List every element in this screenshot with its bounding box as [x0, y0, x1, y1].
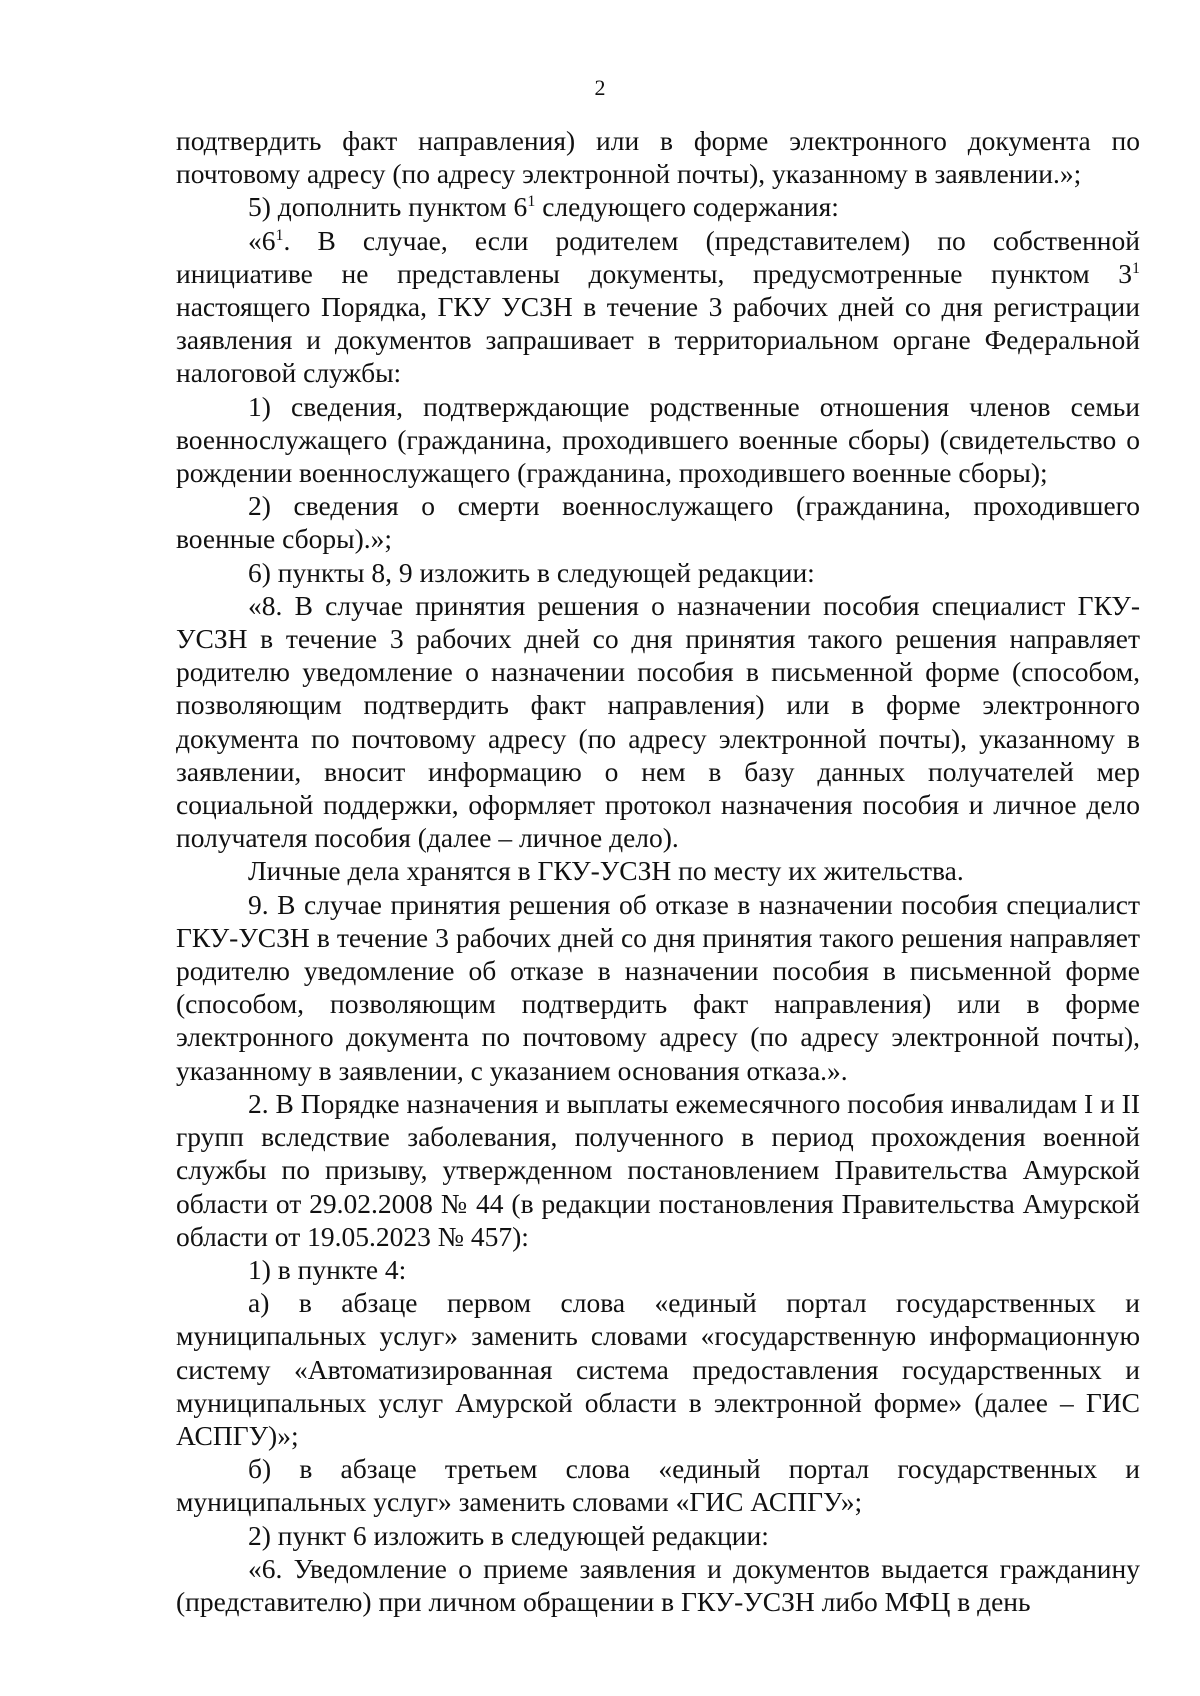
paragraph-text: 5) дополнить пунктом 6 [248, 191, 528, 223]
document-body [176, 124, 1140, 1618]
paragraph: 2. В Порядке назначения и выплаты ежемесячного пособия инвалидам I и II групп вследствие заболевания, полученного в период прохождения военной службы по призыву, утвержденном постановлением Правительства Амурской области от 29.02.2008 № 44 (в редакции постановления Правительства Амурской области от 19.05.2023 № 457): [176, 1087, 1140, 1252]
paragraph: 1) сведения, подтверждающие родственные отношения членов семьи военнослужащего (гражданина, проходившего военные сборы) (свидетельство о рождении военнослужащего (гражданина, проходившего военные сборы); [176, 390, 1140, 489]
paragraph: «8. В случае принятия решения о назначении пособия специалист ГКУ-УСЗН в течение 3 рабочих дней со дня принятия такого решения направляет родителю уведомление о назначении пособия в письменной форме (способом, позволяющим подтвердить факт направления) или в форме электронного документа по почтовому адресу (по адресу электронной почты), указанному в заявлении, вносит информацию о нем в базу данных получателей мер социальной поддержки, оформляет протокол назначения пособия и личное дело получателя пособия (далее – личное дело). [176, 589, 1140, 854]
paragraph [176, 224, 1140, 390]
paragraph-text: настоящего Порядка, ГКУ УСЗН в течение 3 рабочих дней со дня регистрации заявления и документов запрашивает в территориальном органе Федеральной налоговой службы: [176, 291, 1140, 389]
superscript-index: 1 [275, 226, 284, 244]
paragraph-text: следующего содержания: [535, 191, 839, 223]
paragraph: 1) в пункте 4: [248, 1253, 407, 1285]
paragraph: подтвердить факт направления) или в форме электронного документа по почтовому адресу (по адресу электронной почты), указанному в заявлении.»; [176, 125, 1140, 190]
paragraph-text: «6 [248, 224, 276, 256]
page-number: 2 [594, 75, 606, 100]
paragraph: 2) сведения о смерти военнослужащего (гражданина, проходившего военные сборы).»; [176, 490, 1140, 555]
paragraph: 9. В случае принятия решения об отказе в назначении пособия специалист ГКУ-УСЗН в течение 3 рабочих дней со дня принятия такого решения направляет родителю уведомление об отказе в назначении пособия в письменной форме (способом, позволяющим подтвердить факт направления) или в форме электронного документа по почтовому адресу (по адресу электронной почты), указанному в заявлении, с указанием основания отказа.». [176, 888, 1140, 1086]
paragraph: б) в абзаце третьем слова «единый портал государственных и муниципальных услуг» заменить словами «ГИС АСПГУ»; [176, 1453, 1140, 1518]
superscript-index: 1 [1132, 259, 1140, 277]
paragraph [176, 190, 1140, 223]
paragraph-text: . В случае, если родителем (представителем) по собственной инициативе не представлены документы, предусмотренные пунктом 3 [176, 224, 1140, 289]
paragraph: «6. Уведомление о приеме заявления и документов выдается гражданину (представителю) при личном обращении в ГКУ-УСЗН либо МФЦ в день [176, 1552, 1140, 1617]
paragraph: 6) пункты 8, 9 изложить в следующей редакции: [248, 556, 815, 588]
paragraph: а) в абзаце первом слова «единый портал государственных и муниципальных услуг» заменить словами «государственную информационную систему «Автоматизированная система предоставления государственных и муниципальных услуг Амурской области в электронной форме» (далее – ГИС АСПГУ)»; [176, 1287, 1140, 1451]
superscript-index: 1 [527, 193, 536, 211]
paragraph: Личные дела хранятся в ГКУ-УСЗН по месту их жительства. [248, 855, 964, 887]
paragraph: 2) пункт 6 изложить в следующей редакции: [248, 1519, 769, 1551]
